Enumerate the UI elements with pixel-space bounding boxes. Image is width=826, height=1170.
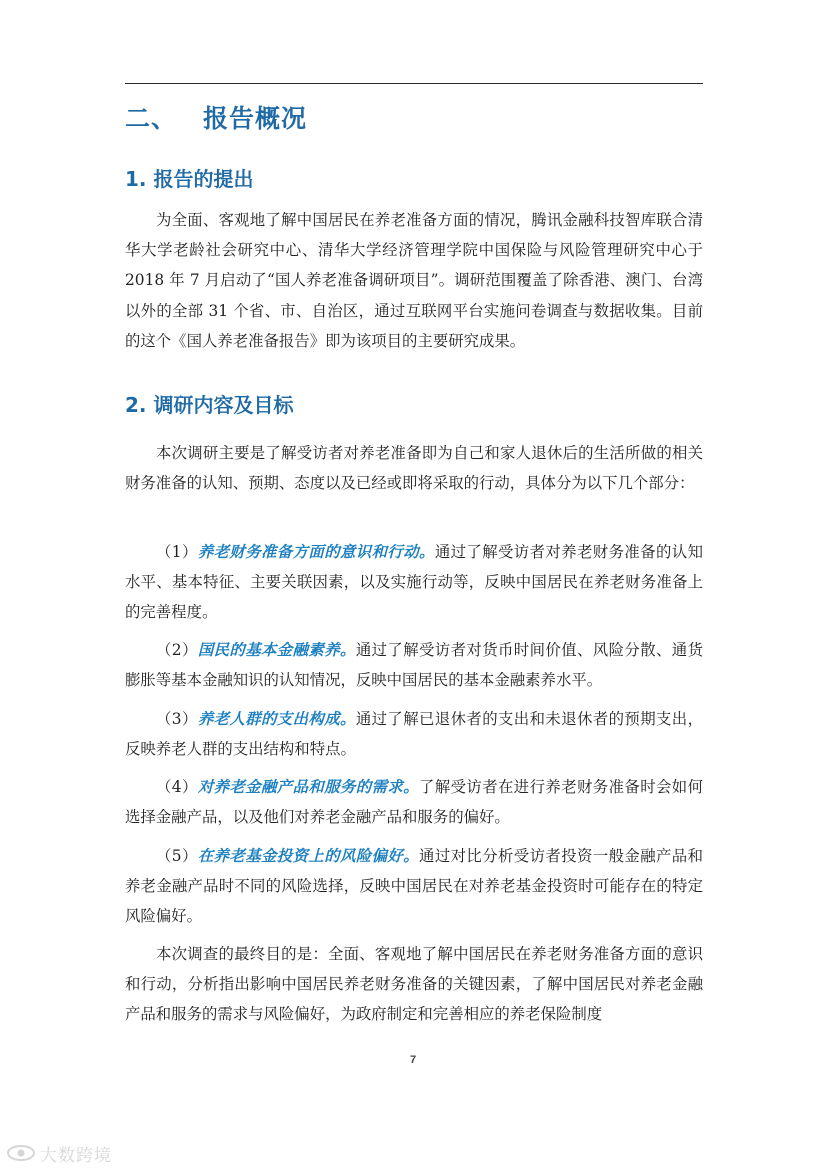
item-keyword: 国民的基本金融素养。 bbox=[197, 641, 356, 659]
item-text: 通过了解受访者对货币时间价值、风险分散、通货膨胀等基本金融知识的认知情况，反映中国居民的基本金融素养水平。 bbox=[125, 641, 703, 690]
item-text: 了解受访者在进行养老财务准备时会如何选择金融产品，以及他们对养老金融产品和服务的偏好。 bbox=[125, 778, 703, 827]
watermark-text: 大数跨境 bbox=[40, 1145, 112, 1166]
list-item bbox=[125, 635, 703, 695]
item-text: 通过了解已退休者的支出和未退休者的预期支出，反映养老人群的支出结构和特点。 bbox=[125, 710, 703, 759]
section-heading-number: 二、 bbox=[125, 104, 178, 133]
paragraph-report-origin: 为全面、客观地了解中国居民在养老准备方面的情况，腾讯金融科技智库联合清华大学老龄社会研究中心、清华大学经济管理学院中国保险与风险管理研究中心于 2018 年 7 月启动了“国人养老准备调研项目”。调研范围覆盖了除香港、澳门、台湾以外的全部 31 个省、市、自治区，通过互联网平台实施问卷调查与数据收集。目前的这个《国人养老准备报告》即为该项目的主要研究成果。 bbox=[125, 211, 703, 350]
list-item bbox=[125, 841, 703, 932]
item-keyword: 养老人群的支出构成。 bbox=[197, 710, 356, 728]
item-number: （2） bbox=[156, 641, 198, 659]
section-heading bbox=[125, 99, 307, 135]
item-number: （1） bbox=[156, 543, 198, 561]
list-item bbox=[125, 772, 703, 832]
paragraph-conclusion: 本次调查的最终目的是：全面、客观地了解中国居民在养老财务准备方面的意识和行动，分析指出影响中国居民养老财务准备的关键因素，了解中国居民对养老金融产品和服务的需求与风险偏好，为政府制定和完善相应的养老保险制度 bbox=[125, 945, 703, 1024]
eye-logo-icon bbox=[6, 1144, 36, 1162]
item-keyword: 在养老基金投资上的风险偏好。 bbox=[197, 847, 420, 865]
item-text: 通过对比分析受访者投资一般金融产品和养老金融产品时不同的风险选择，反映中国居民在对养老基金投资时可能存在的特定风险偏好。 bbox=[125, 847, 703, 926]
item-number: （5） bbox=[156, 847, 198, 865]
item-number: （4） bbox=[156, 778, 198, 796]
subsection-heading-2: 2. 调研内容及目标 bbox=[125, 393, 294, 417]
list-item bbox=[125, 704, 703, 764]
watermark bbox=[6, 1142, 112, 1164]
item-keyword: 对养老金融产品和服务的需求。 bbox=[197, 778, 420, 796]
item-text: 通过了解受访者对养老财务准备的认知水平、基本特征、主要关联因素，以及实施行动等，反映中国居民在养老财务准备上的完善程度。 bbox=[125, 543, 703, 622]
paragraph-research-intro: 本次调研主要是了解受访者对养老准备即为自己和家人退休后的生活所做的相关财务准备的认知、预期、态度以及已经或即将采取的行动，具体分为以下几个部分： bbox=[125, 444, 703, 493]
section-heading-text: 报告概况 bbox=[203, 104, 308, 133]
item-number: （3） bbox=[156, 710, 198, 728]
list-item bbox=[125, 537, 703, 628]
subsection-heading-1: 1. 报告的提出 bbox=[125, 167, 254, 191]
page-number: 7 bbox=[409, 1054, 417, 1066]
item-keyword: 养老财务准备方面的意识和行动。 bbox=[197, 543, 435, 561]
header-rule bbox=[125, 83, 703, 84]
